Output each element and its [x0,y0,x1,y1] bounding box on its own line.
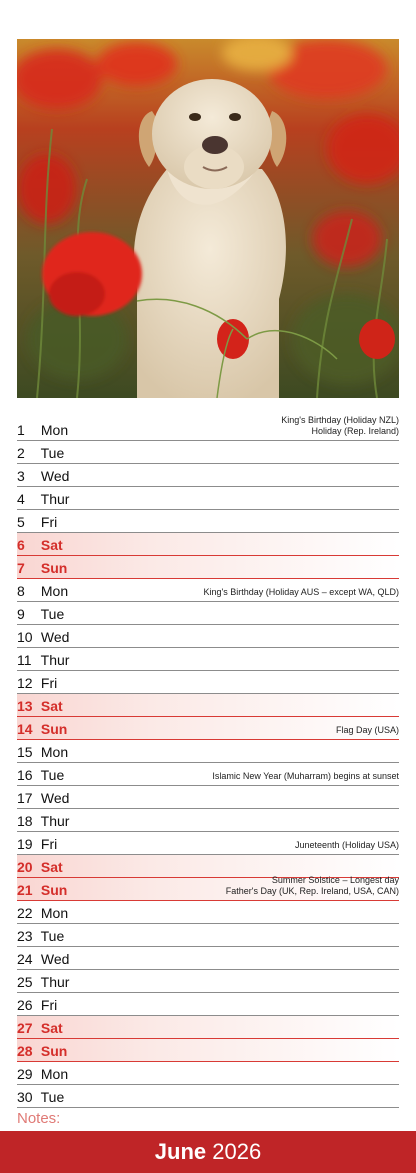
day-number: 2 [17,445,25,461]
day-label [17,698,63,714]
day-label [17,652,69,668]
day-label [17,859,63,875]
day-number: 3 [17,468,25,484]
day-number: 12 [17,675,33,691]
day-number: 6 [17,537,25,553]
day-row [17,602,399,625]
day-name: Mon [40,905,69,921]
day-name: Wed [40,951,70,967]
day-label [17,629,69,645]
day-label [17,514,57,530]
day-row [17,648,399,671]
day-name: Tue [40,606,65,622]
day-name: Thur [40,652,70,668]
day-row [17,694,399,717]
day-label [17,951,69,967]
day-name: Wed [40,629,70,645]
day-name: Wed [40,790,70,806]
event-text: Holiday (Rep. Ireland) [311,426,399,436]
day-row [17,487,399,510]
day-number: 15 [17,744,33,760]
day-label [17,905,68,921]
day-label [17,445,64,461]
day-number: 25 [17,974,33,990]
day-label [17,560,67,576]
day-number: 19 [17,836,33,852]
day-label [17,1043,67,1059]
day-row [17,924,399,947]
day-number: 11 [17,652,32,668]
event-text: Summer Solstice – Longest day [271,875,399,885]
day-name: Fri [40,675,58,691]
day-row [17,415,399,441]
day-number: 9 [17,606,25,622]
day-name: Tue [40,1089,65,1105]
event-text: Father's Day (UK, Rep. Ireland, USA, CAN) [225,886,399,896]
day-label [17,974,69,990]
day-number: 28 [17,1043,33,1059]
day-number: 24 [17,951,33,967]
day-name: Tue [40,445,65,461]
day-label [17,882,67,898]
day-label [17,491,69,507]
day-row [17,832,399,855]
day-number: 26 [17,997,33,1013]
day-row [17,763,399,786]
day-number: 14 [17,721,33,737]
day-number: 22 [17,905,33,921]
event-text: King's Birthday (Holiday AUS – except WA, QLD) [203,587,399,597]
day-label [17,836,57,852]
day-row [17,510,399,533]
day-label [17,997,57,1013]
day-name: Sun [40,560,68,576]
day-number: 27 [17,1020,33,1036]
day-name: Mon [40,744,69,760]
day-number: 1 [17,422,25,438]
day-label [17,721,67,737]
event-text: Flag Day (USA) [335,725,399,735]
day-row [17,901,399,924]
day-row [17,441,399,464]
day-name: Fri [40,836,58,852]
day-label [17,583,68,599]
day-name: Tue [40,767,65,783]
day-label [17,1020,63,1036]
day-label [17,1089,64,1105]
day-number: 21 [17,882,33,898]
day-number: 16 [17,767,33,783]
day-label [17,537,63,553]
day-name: Sat [40,698,63,714]
day-label [17,468,69,484]
day-row [17,556,399,579]
day-name: Fri [40,514,58,530]
day-list [17,415,399,1108]
day-label [17,1066,68,1082]
day-label [17,813,69,829]
day-row [17,875,399,901]
day-name: Tue [40,928,65,944]
day-number: 4 [17,491,25,507]
dog-in-poppies-image [17,39,399,398]
day-row [17,947,399,970]
day-name: Sat [40,859,63,875]
day-row [17,1085,399,1108]
day-row [17,1039,399,1062]
event-text: Juneteenth (Holiday USA) [294,840,399,850]
day-number: 29 [17,1066,33,1082]
month-name: June [154,1139,207,1164]
day-row [17,671,399,694]
day-label [17,928,64,944]
day-row [17,786,399,809]
day-label [17,675,57,691]
day-name: Sat [40,537,63,553]
event-text: Islamic New Year (Muharram) begins at sunset [212,771,399,781]
notes-label: Notes: [17,1110,61,1127]
day-number: 17 [17,790,33,806]
year: 2026 [212,1139,262,1164]
day-label [17,422,68,438]
day-row [17,970,399,993]
day-number: 5 [17,514,25,530]
event-text: King's Birthday (Holiday NZL) [281,415,399,425]
day-row [17,1016,399,1039]
day-name: Fri [40,997,58,1013]
day-number: 23 [17,928,33,944]
day-label [17,606,64,622]
day-name: Sun [40,721,68,737]
day-row [17,717,399,740]
calendar-photo [17,39,399,398]
day-row [17,464,399,487]
day-row [17,1062,399,1085]
day-row [17,533,399,556]
day-name: Sun [40,1043,68,1059]
day-row [17,740,399,763]
day-events [281,415,399,437]
day-row [17,625,399,648]
day-events [204,587,399,598]
day-number: 8 [17,583,25,599]
day-events [295,840,399,851]
day-name: Mon [40,1066,69,1082]
day-row [17,993,399,1016]
day-name: Sat [40,1020,63,1036]
day-number: 13 [17,698,33,714]
day-name: Mon [40,422,69,438]
day-name: Wed [40,468,70,484]
day-events [226,875,399,897]
day-number: 30 [17,1089,33,1105]
day-name: Thur [40,491,70,507]
day-events [336,725,399,736]
day-name: Sun [40,882,68,898]
day-number: 7 [17,560,25,576]
day-name: Thur [40,974,70,990]
day-name: Mon [40,583,69,599]
day-row [17,809,399,832]
day-label [17,767,64,783]
day-label [17,744,68,760]
day-number: 18 [17,813,33,829]
day-row [17,579,399,602]
day-number: 20 [17,859,33,875]
day-label [17,790,69,806]
day-name: Thur [40,813,70,829]
month-footer [0,1131,416,1173]
day-number: 10 [17,629,33,645]
day-events [212,771,399,782]
